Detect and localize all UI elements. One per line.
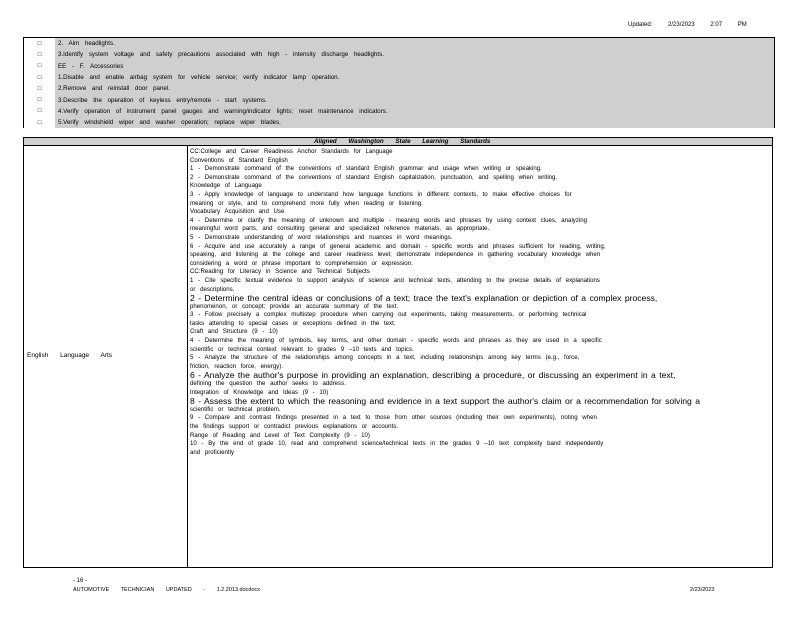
task-text: 2.Remove and reinstall door panel. [55,83,774,94]
standard-line: or descriptions. [190,285,235,293]
task-text: 3.Identify system voltage and safety precautions associated with high - intensity discharge headlights. [55,49,774,60]
bullet-icon: □ [37,51,42,58]
bullet-icon: □ [37,108,42,115]
updated-date: 2/23/2023 [668,22,695,28]
standard-line: friction, reaction force, energy). [190,362,283,370]
task-text: 1.Disable and enable airbag system for vehicle service; verify indicator lamp operation. [55,72,774,83]
task-row [24,106,774,117]
footer-document-name: AUTOMOTIVE TECHNICIAN UPDATED - 1.2.2013.docdocx [73,587,261,593]
task-list [23,37,775,128]
standard-line: Conventions of Standard English [190,156,288,164]
standard-line: Range of Reading and Level of Text Complexity (9 - 10) [190,431,370,439]
standard-line: meaning or style, and to comprehend more fully when reading or listening. [190,199,423,207]
standard-line: 1 - Cite specific textual evidence to support analysis of science and technical texts, attending to the precise details of explanations [190,276,600,284]
task-row [24,49,774,60]
standard-line: the findings support or contradict previous explanations or accounts. [190,423,398,430]
standard-line: phenomenon, or concept; provide an accurate summary of the text. [190,302,399,310]
standard-line: 4 - Determine the meaning of symbols, key terms, and other domain - specific words and phrases as they are used in a specific [190,337,602,345]
task-row [24,117,774,128]
task-row [24,83,774,94]
standard-line: 6 - Analyze the author's purpose in providing an explanation, describing a procedure, or discussing an experiment in a text, [190,371,676,381]
standard-line: speaking, and listening at the college and career readiness level; demonstrate independence in gathering vocabulary knowledge when [190,251,601,259]
standard-line: defining the question the author seeks to address. [190,380,346,388]
updated-stamp [628,22,761,28]
task-row [24,94,774,105]
standard-line: tasks attending to special cases or exceptions defined in the text. [190,319,396,327]
subject-cell [24,146,188,567]
standard-line: Integration of Knowledge and Ideas (9 - 10) [190,388,329,396]
bullet-icon: □ [37,74,42,81]
standard-line: 10 - By the end of grade 10, read and comprehend science/technical texts in the grades 9 –10 text complexity band independently [190,440,604,448]
standard-line: 8 - Assess the extent to which the reasoning and evidence in a text support the author's claim or a recommendation for solving a [190,397,700,406]
standard-line: 1 - Demonstrate command of the conventions of standard English grammar and usage when writing or speaking. [190,165,542,173]
standard-line: 4 - Determine or clarify the meaning of unknown and multiple - meaning words and phrases by using context clues, analyzing [190,216,588,224]
standard-line: 3 - Follow precisely a complex multistep procedure when carrying out experiments, taking measurements, or performing technical [190,311,587,319]
standards-cell [190,148,770,457]
bullet-icon: □ [37,85,42,92]
standard-line: CC:Reading for Literacy in Science and Technical Subjects [190,268,370,276]
task-text: 3.Describe the operation of keyless entry/remote - start systems. [55,94,774,105]
footer-date: 2/23/2023 [690,587,715,593]
subject-label: English Language Arts [27,352,113,359]
standard-line: Knowledge of Language [190,182,262,190]
standard-line: considering a word or phrase important to comprehension or expression. [190,259,413,267]
task-text: 4.Verify operation of instrument panel gauges and warning/indicator lights; reset maintenance indicators. [55,106,774,117]
standard-line: 3 - Apply knowledge of language to understand how language functions in different contexts, to make effective choices for [190,190,572,198]
updated-label: Updated: [628,22,653,28]
standard-line: 9 - Compare and contrast findings presented in a text to those from other sources (including their own experiments), noting when [190,414,597,422]
standard-line: 6 - Acquire and use accurately a range of general academic and domain - specific words and phrases sufficient for reading, writing, [190,242,606,250]
task-row [24,72,774,83]
updated-time: 2:07 [710,22,723,28]
task-text: EE - F. Accessories [55,61,774,72]
standard-line: scientific or technical context relevant to grades 9 –10 texts and topics. [190,345,414,353]
standard-line: and proficiently [190,448,234,456]
bullet-icon: □ [37,40,42,47]
bullet-icon: □ [37,97,42,104]
standard-line: 2 - Demonstrate command of the conventions of standard English capitalization, punctuation, and spelling when writing. [190,173,558,181]
standard-line: meaningful word parts, and consulting general and specialized reference materials, as appropriate. [190,225,490,233]
bullet-icon: □ [37,119,42,126]
standard-line: Vocabulary Acquisition and Use [190,208,285,216]
page-number: - 16 - [73,578,88,584]
standard-line: Craft and Structure (9 - 10) [190,328,278,336]
standard-line: scientific or technical problem. [190,405,281,413]
aligned-standards-header [23,137,773,146]
task-row [24,61,774,72]
standards-table [23,146,773,568]
task-text: 5.Verify windshield wiper and washer operation; replace wiper blades. [55,117,774,128]
bullet-icon: □ [37,63,42,70]
standard-line: CC:College and Career Readiness Anchor Standards for Language [190,148,393,155]
task-row [24,38,774,49]
aligned-standards-title: Aligned Washington State Learning Standards [314,138,491,145]
standard-line: 2 - Determine the central ideas or conclusions of a text; trace the text's explanation or depiction of a complex process, [190,294,658,303]
standard-line: 5 - Analyze the structure of the relationships among concepts in a text, including relationships among key terms (e.g., force, [190,354,580,362]
task-text: 2. Aim headlights. [55,38,774,49]
standard-line: 5 - Demonstrate understanding of word relationships and nuances in word meanings. [190,233,453,241]
updated-ampm: PM [737,22,747,28]
